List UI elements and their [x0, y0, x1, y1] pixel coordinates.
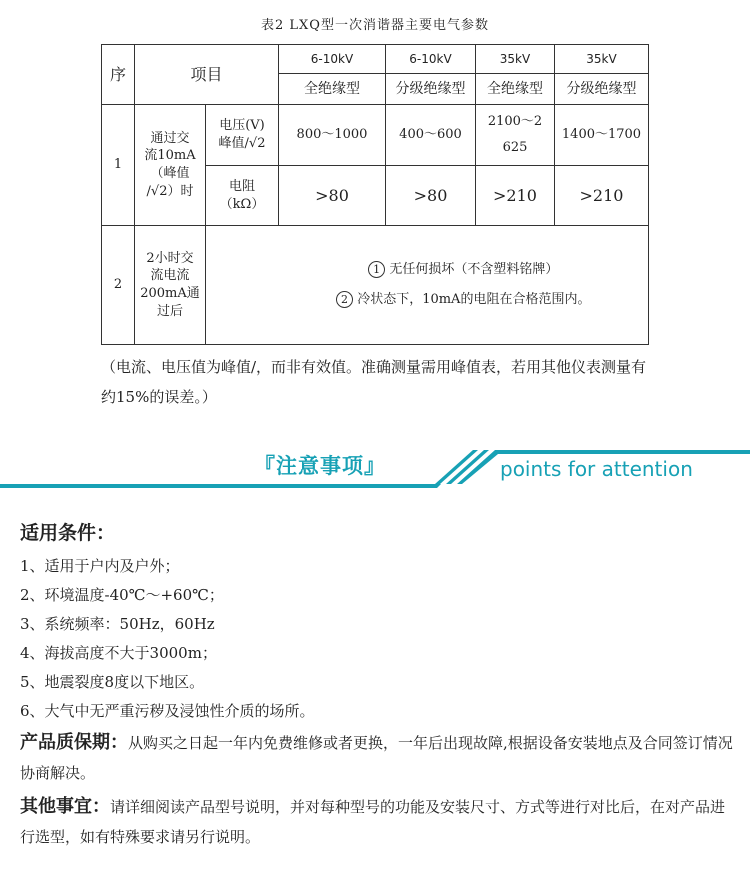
seq-header: 序: [102, 45, 135, 105]
voltage-value: 800～1000: [279, 105, 386, 166]
voltage-value: 400～600: [386, 105, 476, 166]
warranty-label: 产品质保期：: [20, 732, 128, 753]
col2-insulation-type: 分级绝缘型: [386, 74, 476, 105]
condition-item: 1、适用于户内及户外；: [20, 557, 180, 575]
conditions-heading: 适用条件：: [20, 522, 116, 544]
row1-seq: 1: [102, 105, 135, 226]
warranty-text: 从购买之日起一年内免费维修或者更换，一年后出现故障,根据设备安装地点及合同签订情况协商解决。: [20, 734, 733, 782]
voltage-value: [476, 105, 555, 166]
circled-number: 2: [336, 291, 353, 308]
table-note: （电流、电压值为峰值/，而非有效值。准确测量需用峰值表，若用其他仪表测量有约15%的误差。）: [101, 358, 647, 406]
row2-seq: 2: [102, 226, 135, 345]
resistance-value: >210: [476, 166, 555, 226]
item-header: 项目: [135, 45, 279, 105]
circled-number: 1: [368, 261, 385, 278]
other-text: 请详细阅读产品型号说明，并对每种型号的功能及安装尺寸、方式等进行对比后，在对产品进行选型，如有特殊要求请另行说明。: [20, 798, 726, 846]
voltage-label: 电压(V) 峰值/√2: [206, 105, 279, 166]
row2-condition: 2小时交 流电流 200mA通 过后: [135, 226, 206, 345]
section-title: 『注意事项』: [254, 454, 386, 478]
result-line-1: [279, 255, 649, 285]
condition-item: 2、环境温度-40℃～+60℃；: [20, 586, 224, 604]
resistance-value: >80: [386, 166, 476, 226]
condition-item: 4、海拔高度不大于3000m；: [20, 644, 217, 662]
other-label: 其他事宜：: [20, 796, 110, 817]
col1-voltage-class: 6-10kV: [279, 45, 386, 74]
result-text: 冷状态下，10mA的电阻在合格范围内。: [357, 292, 591, 307]
other-paragraph: [20, 792, 735, 852]
condition-item: 3、系统频率：50Hz，60Hz: [20, 615, 215, 633]
col4-insulation-type: 分级绝缘型: [555, 74, 649, 105]
electrical-params-table: [101, 44, 649, 345]
condition-item: 6、大气中无严重污秽及浸蚀性介质的场所。: [20, 702, 315, 720]
resistance-value: >80: [279, 166, 386, 226]
voltage-value-part: 2100～2625: [487, 114, 543, 155]
table-caption: 表2 LXQ型一次消谐器主要电气参数: [261, 18, 489, 33]
result-line-2: [279, 285, 649, 315]
col3-voltage-class: 35kV: [476, 45, 555, 74]
row2-results: [279, 226, 649, 345]
resistance-label: 电阻 （kΩ）: [206, 166, 279, 226]
col1-insulation-type: 全绝缘型: [279, 74, 386, 105]
col3-insulation-type: 全绝缘型: [476, 74, 555, 105]
section-title-english: points for attention: [500, 457, 693, 481]
warranty-paragraph: [20, 728, 735, 788]
result-text: 无任何损坏（不含塑料铭牌）: [389, 262, 559, 277]
row1-condition: 通过交 流10mA （峰值 /√2）时: [135, 105, 206, 226]
banner-left-line: [0, 484, 441, 488]
section-banner: [0, 440, 750, 495]
condition-item: 5、地震裂度8度以下地区。: [20, 673, 205, 691]
resistance-value: >210: [555, 166, 649, 226]
col4-voltage-class: 35kV: [555, 45, 649, 74]
voltage-value: 1400～1700: [555, 105, 649, 166]
row2-spacer: [206, 226, 279, 345]
col2-voltage-class: 6-10kV: [386, 45, 476, 74]
